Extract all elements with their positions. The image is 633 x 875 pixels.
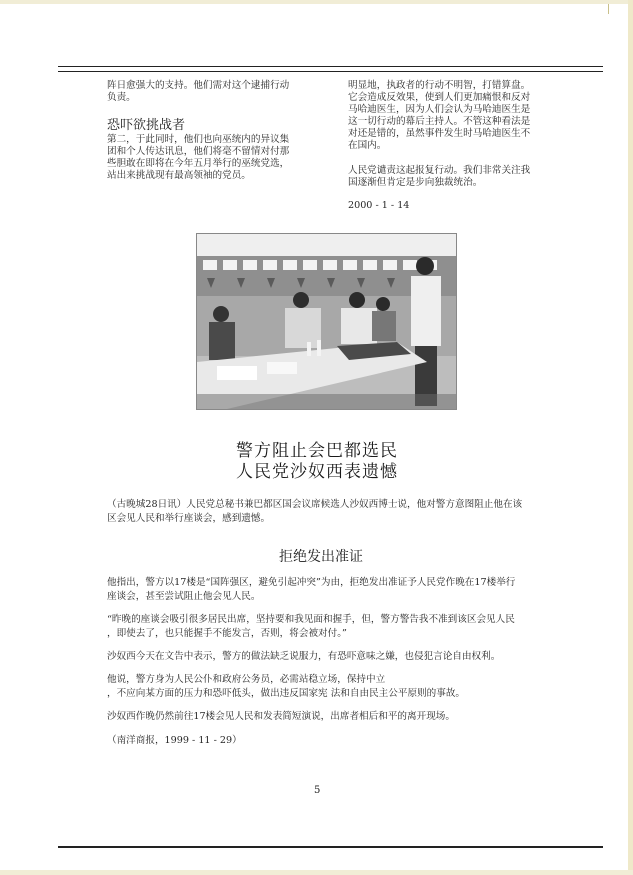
right-col-line: 明显地，执政者的行动不明智，打错算盘。: [348, 80, 531, 91]
article-source: （南洋商报，1999 - 11 - 29）: [107, 735, 242, 746]
article-paragraph: 座谈会，甚至尝试阻止他会见人民。: [107, 591, 261, 602]
right-col-line: 人民党谴责这起报复行动。我们非常关注我: [348, 165, 531, 176]
article-title-line-1: 警方阻止会巴都选民: [236, 441, 398, 461]
article-paragraph: 他说，警方身为人民公仆和政府公务员，必需站稳立场，保持中立: [107, 674, 386, 685]
article-paragraph: ，即使去了，也只能握手不能发言，否则，将会被对付。”: [107, 628, 347, 639]
left-col-line: 团和个人传达讯息，他们将毫不留情对付那: [107, 146, 290, 157]
header-rule: [58, 66, 603, 67]
page-edge-top: [0, 0, 633, 4]
left-col-line: 负责。: [107, 92, 136, 103]
page-edge-right: [628, 0, 633, 875]
right-col-line: 这一切行动的幕后主持人。不管这种看法是: [348, 116, 531, 127]
dateline: 2000 - 1 - 14: [348, 200, 410, 211]
article-intro: （古晚城28日讯）人民党总秘书兼巴都区国会议席候选人沙奴西博士说，他对警方意图阻止他在该: [107, 499, 523, 510]
article-paragraph: “昨晚的座谈会吸引很多居民出席，坚持要和我见面和握手，但，警方警告我不准到该区会见人民: [107, 614, 515, 625]
section-heading: 恐吓欲挑战者: [107, 118, 186, 133]
article-subheading: 拒绝发出准证: [279, 549, 363, 565]
left-col-line: 站出来挑战现有最高领袖的党员。: [107, 170, 251, 181]
fold-mark: [608, 4, 609, 14]
article-paragraph: 他指出，警方以17楼是“国阵强区，避免引起冲突”为由，拒绝发出准证予人民党作晚在17楼举行: [107, 577, 516, 588]
article-title-line-2: 人民党沙奴西表遗憾: [236, 462, 398, 482]
footer-rule: [58, 846, 603, 848]
left-col-line: 阵日愈强大的支持。他们需对这个逮捕行动: [107, 80, 290, 91]
event-photo: [196, 233, 457, 410]
article-paragraph: 沙奴西作晚仍然前往17楼会见人民和发表简短演说，出席者相后和平的离开现场。: [107, 711, 455, 722]
page-number: 5: [314, 785, 321, 796]
left-col-line: 第二，于此同时，他们也向巫统内的异议集: [107, 134, 290, 145]
right-col-line: 对还是错的，虽然事件发生时马哈迪医生不: [348, 128, 531, 139]
header-rule-second: [58, 71, 603, 72]
right-col-line: 马哈迪医生，因为人们会认为马哈迪医生是: [348, 104, 531, 115]
article-paragraph: ，不应向某方面的压力和恐吓低头，做出违反国家宪 法和自由民主公平原则的事故。: [107, 688, 466, 699]
photo-illustration: [197, 234, 456, 409]
right-col-line: 在国内。: [348, 140, 387, 151]
right-col-line: 国逐渐但肯定是步向独裁统治。: [348, 177, 483, 188]
left-col-line: 些胆敢在即将在今年五月举行的巫统党选，: [107, 158, 290, 169]
article-paragraph: 沙奴西今天在文告中表示，警方的做法缺乏说服力，有恐吓意味之嫌，也侵犯言论自由权利。: [107, 651, 501, 662]
article-intro: 区会见人民和举行座谈会，感到遗憾。: [107, 513, 271, 524]
right-col-line: 它会造成反效果，使到人们更加痛恨和反对: [348, 92, 531, 103]
page-edge-bottom: [0, 870, 633, 875]
